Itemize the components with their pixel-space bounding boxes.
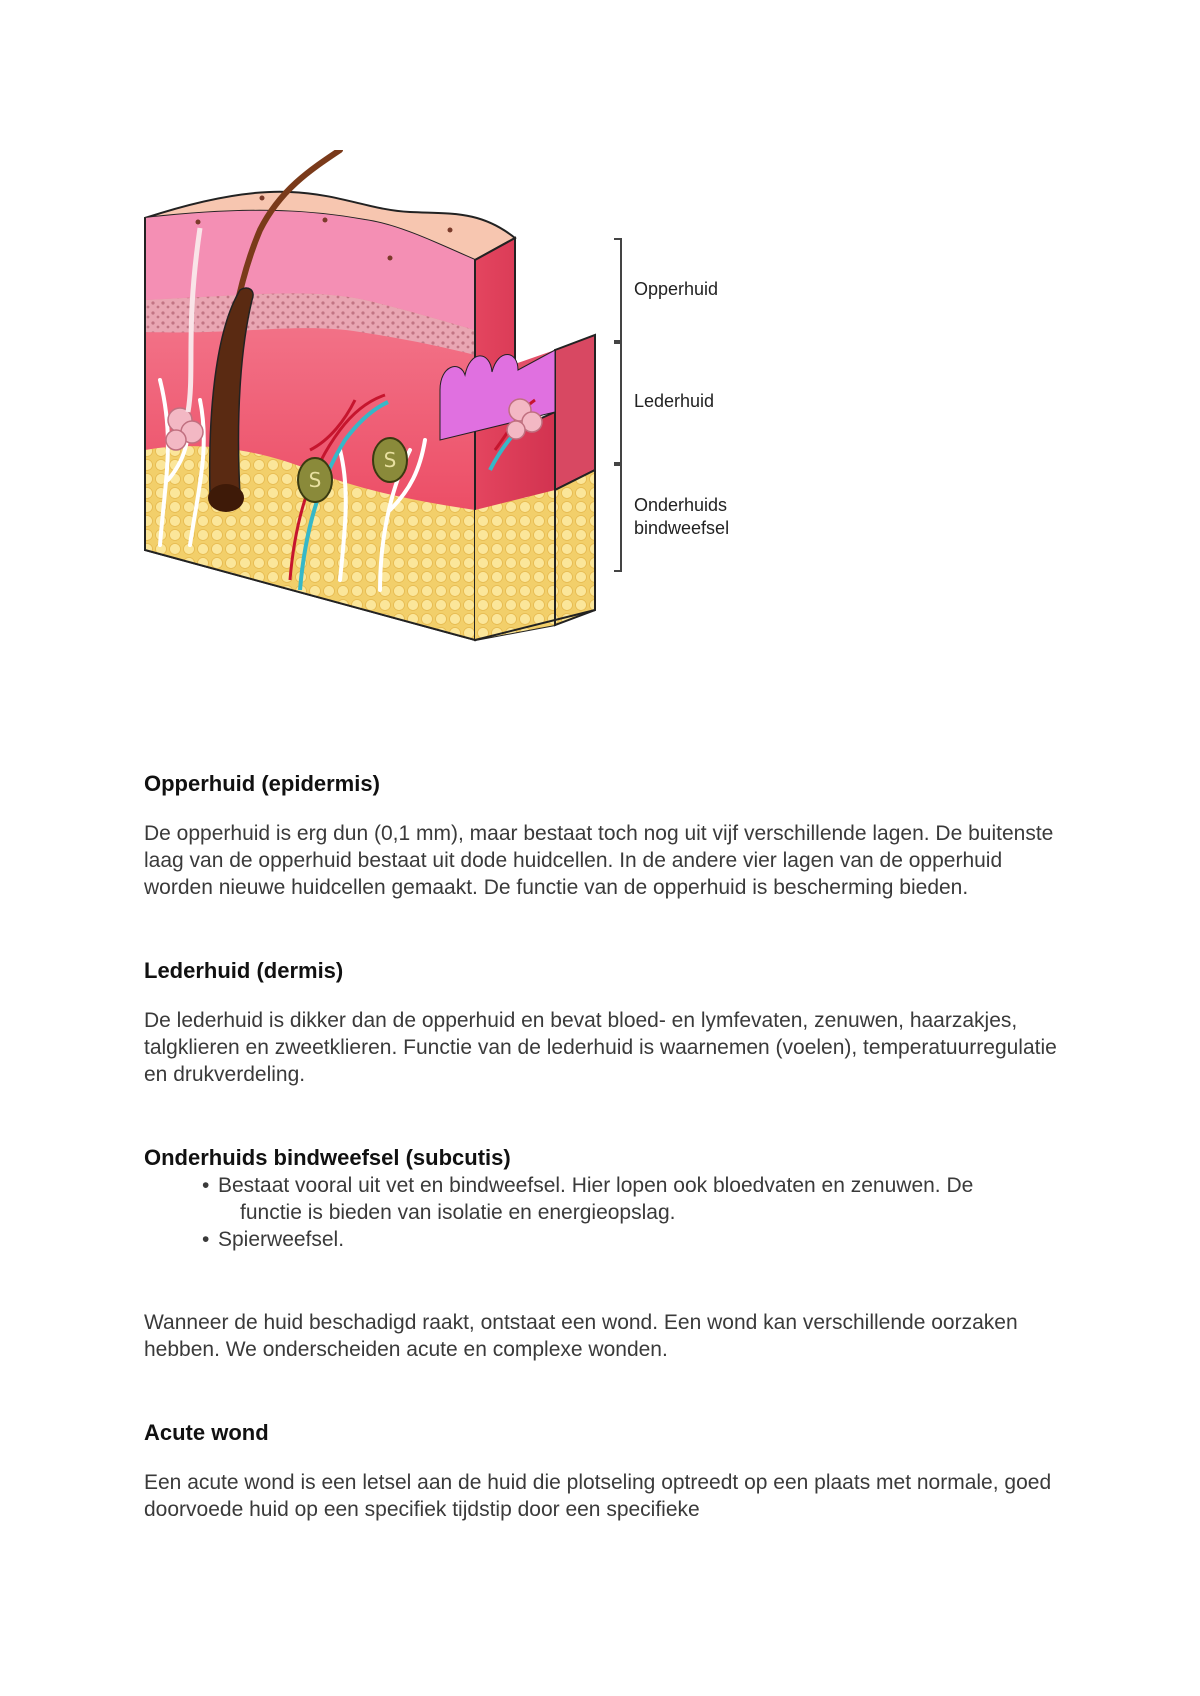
list-item: • Bestaat vooral uit vet en bindweefsel. Hier lopen ook bloedvaten en zenuwen. De xyxy=(202,1174,974,1197)
paragraph-wond-intro: Wanneer de huid beschadigd raakt, ontstaat een wond. Een wond kan verschillende oorzaken hebben. We onderscheiden acute en complexe wonden. xyxy=(144,1311,1018,1361)
heading-acute-wond: Acute wond xyxy=(144,1420,269,1445)
heading-opperhuid: Opperhuid (epidermis) xyxy=(144,771,380,796)
bullet-icon: • xyxy=(202,1228,210,1251)
heading-onderhuids-bindweefsel: Onderhuids bindweefsel (subcutis) xyxy=(144,1145,511,1170)
svg-text:S: S xyxy=(383,448,397,472)
bracket-dermis xyxy=(614,342,622,464)
paragraph-acute-wond: Een acute wond is een letsel aan de huid die plotseling optreedt op een plaats met normale, goed doorvoede huid op een specifiek tijdstip door een specifieke xyxy=(144,1471,1052,1521)
list-item: • Spierweefsel. xyxy=(202,1228,345,1251)
label-lederhuid: Lederhuid xyxy=(634,391,715,411)
bracket-subcutis xyxy=(614,464,622,572)
document-body xyxy=(144,770,1064,1523)
bullet-icon: • xyxy=(202,1174,210,1197)
label-opperhuid: Opperhuid xyxy=(634,279,719,299)
skin-cross-section-figure xyxy=(140,150,780,710)
paragraph-opperhuid: De opperhuid is erg dun (0,1 mm), maar bestaat toch nog uit vijf verschillende lagen. De buitenste laag van de opperhuid bestaat uit dode huidcellen. In de andere vier lagen van de opperhuid worden nieuwe huidcellen gemaakt. De functie van de opperhuid is bescherming bieden. xyxy=(144,822,1054,899)
subcutis-bullet-list xyxy=(144,1172,1064,1253)
skin-diagram-illustration xyxy=(140,150,780,710)
list-item-continuation: functie is bieden van isolatie en energieopslag. xyxy=(240,1201,676,1224)
label-onderhuids-bindweefsel: Onderhuids bindweefsel xyxy=(634,495,730,538)
bracket-epidermis xyxy=(614,238,622,342)
svg-text:S: S xyxy=(308,468,322,492)
paragraph-lederhuid: De lederhuid is dikker dan de opperhuid en bevat bloed- en lymfevaten, zenuwen, haarzakjes, talgklieren en zweetklieren. Functie van de lederhuid is waarnemen (voelen), temperatuurregulatie en drukverdeling. xyxy=(144,1009,1057,1086)
heading-lederhuid: Lederhuid (dermis) xyxy=(144,958,344,983)
